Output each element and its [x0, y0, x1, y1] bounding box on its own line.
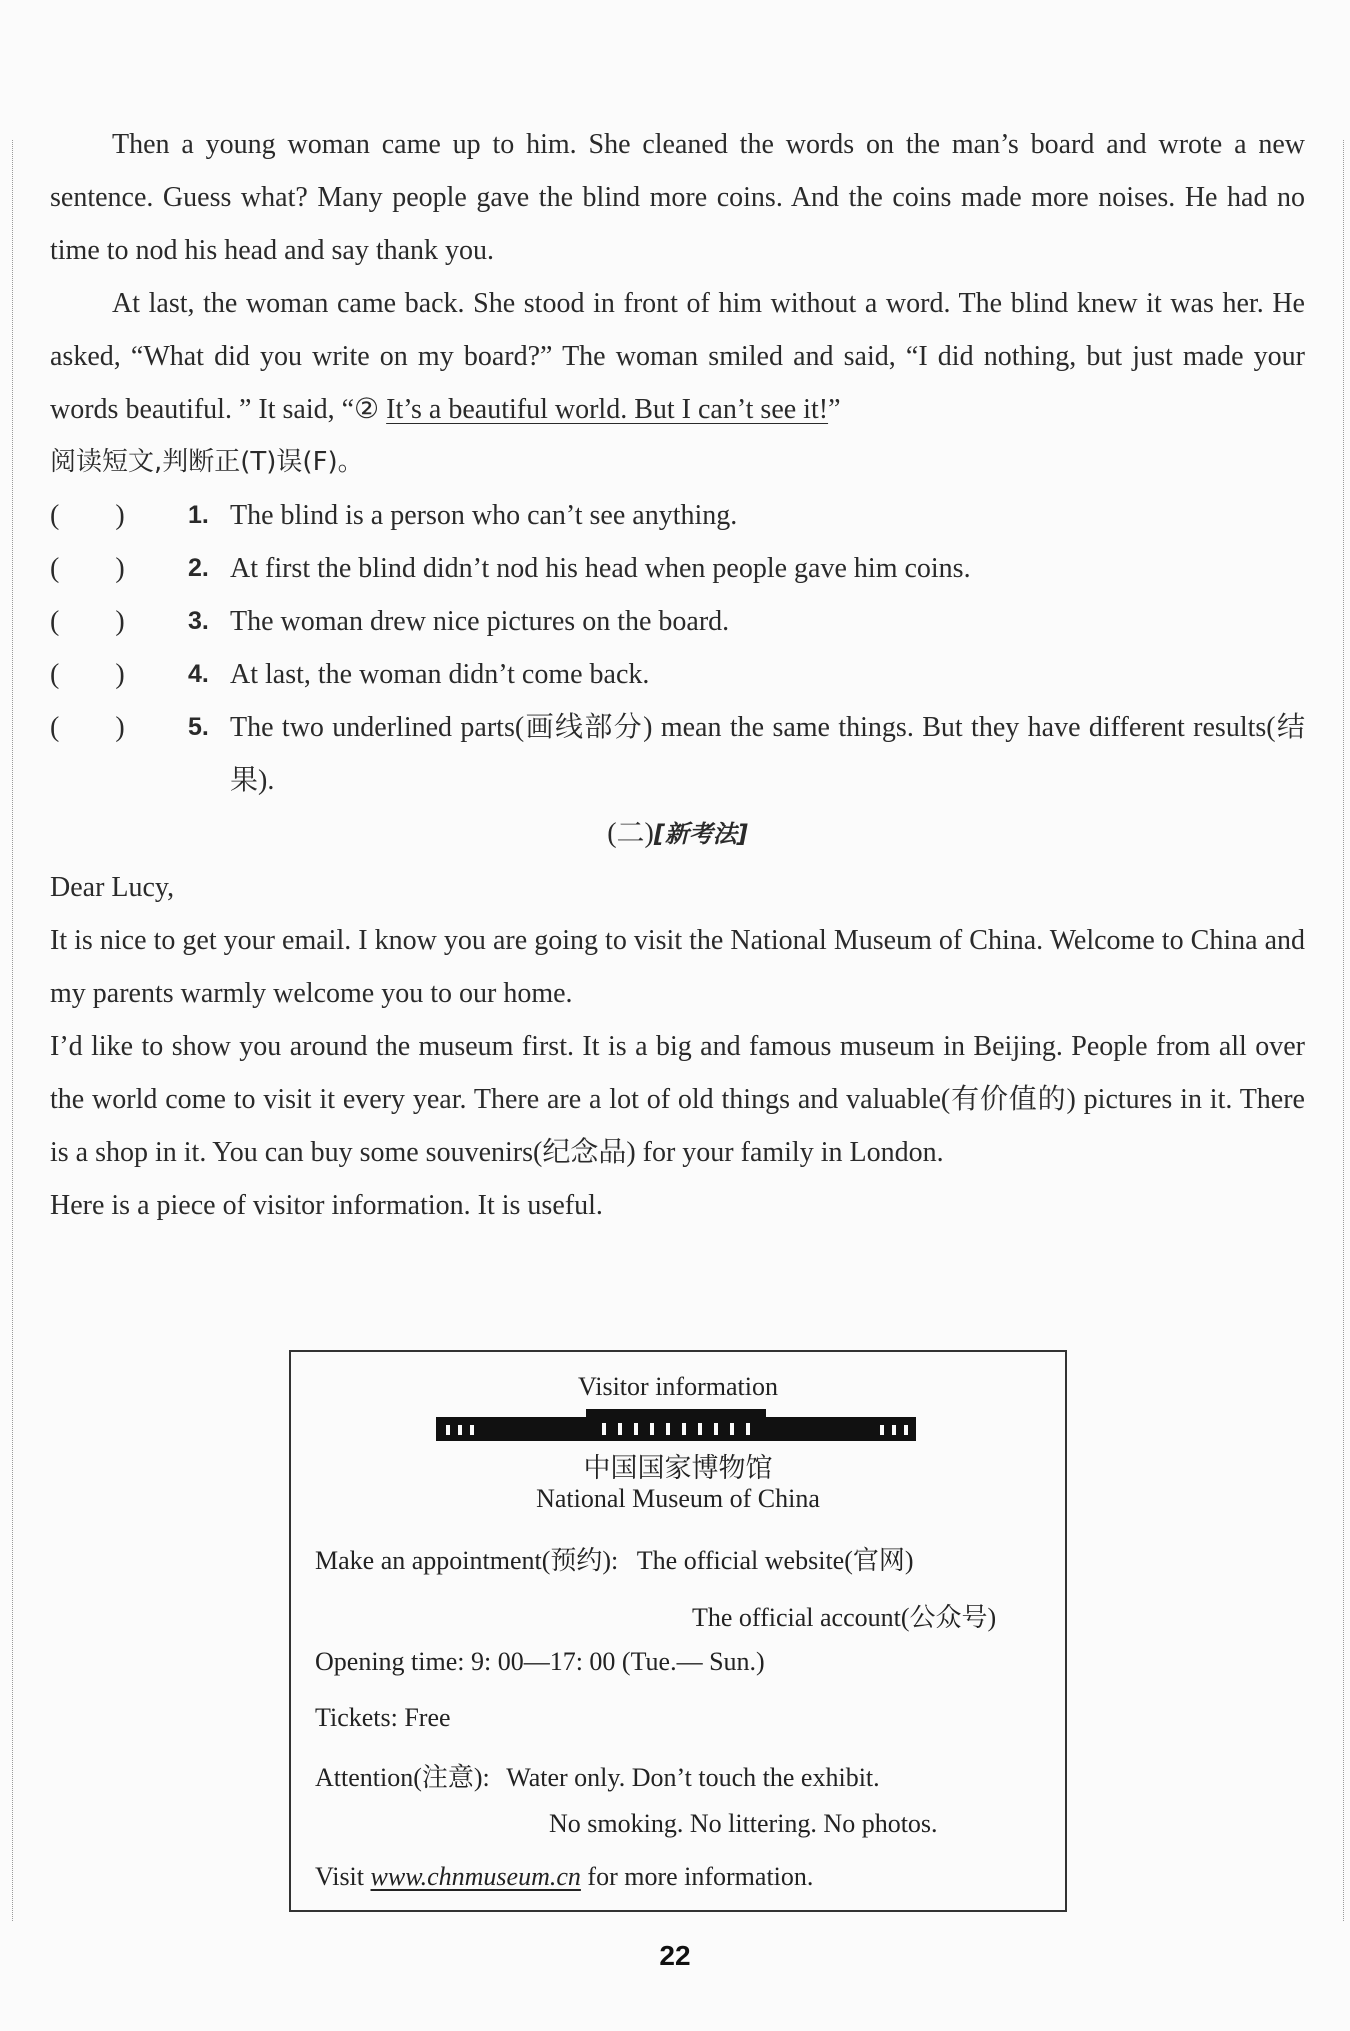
question-text: At first the blind didn’t nod his head when people gave him coins. [230, 553, 971, 584]
attention-label: Attention(注意): [315, 1763, 490, 1792]
attention-rule-2: No smoking. No littering. No photos. [549, 1809, 938, 1838]
appointment-label: Make an appointment(预约): [315, 1546, 619, 1575]
question-instructions: 阅读短文,判断正(T)误(F)。 [50, 447, 364, 477]
appointment-option-website: The official website(官网) [636, 1546, 914, 1575]
visitor-information-box [289, 1350, 1067, 1912]
answer-blank[interactable]: ( ) [50, 606, 125, 637]
section-heading [50, 807, 1305, 861]
answer-blank[interactable]: ( ) [50, 500, 125, 531]
question-text: At last, the woman didn’t come back. [230, 659, 650, 690]
question-item [50, 648, 1305, 701]
answer-blank[interactable]: ( ) [50, 553, 125, 584]
letter-paragraph-1: It is nice to get your email. I know you are going to visit the National Museum of China. Welcome to China and my parents warmly welcome you to our home. [50, 925, 1305, 1009]
underlined-sentence: It’s a beautiful world. But I can’t see it! [386, 394, 829, 425]
underline-marker: ② [354, 394, 380, 425]
museum-website-link[interactable]: www.chnmuseum.cn [370, 1862, 581, 1891]
left-margin-dotted-line [12, 140, 13, 1921]
section-number: (二) [607, 818, 654, 849]
question-number: 5. [188, 713, 209, 741]
question-item [50, 489, 1305, 542]
answer-blank[interactable]: ( ) [50, 712, 125, 743]
question-text: The woman drew nice pictures on the board. [230, 606, 730, 637]
appointment-row [315, 1540, 914, 1577]
question-item [50, 595, 1305, 648]
question-number: 2. [188, 554, 209, 582]
story-paragraph-2-lead: At last, the woman came back. She stood in front of him without a word. The blind knew it was her. He asked, “What did you write on my board?” The woman smiled and said, “I did nothing, but just made your words beautiful. ” It said, “ [50, 288, 1305, 425]
opening-time: Opening time: 9: 00—17: 00 (Tue.— Sun.) [315, 1647, 765, 1676]
museum-building-icon [436, 1409, 916, 1443]
question-text: The blind is a person who can’t see anything. [230, 500, 738, 531]
question-number: 1. [188, 501, 209, 529]
tickets-info: Tickets: Free [315, 1703, 451, 1732]
question-number: 3. [188, 607, 209, 635]
story-paragraph-1: Then a young woman came up to him. She cleaned the words on the man’s board and wrote a new sentence. Guess what? Many people gave the blind more coins. And the coins made more noises. He had no time to nod his head and say thank you. [50, 129, 1305, 266]
letter-paragraph-3: Here is a piece of visitor information. It is useful. [50, 1190, 603, 1221]
attention-row [315, 1757, 880, 1794]
story-paragraph-2 [50, 277, 1305, 436]
visit-suffix: for more information. [580, 1862, 814, 1891]
page-number: 22 [659, 1940, 691, 1971]
right-margin-dotted-line [1343, 140, 1344, 1921]
appointment-option-account: The official account(公众号) [692, 1603, 997, 1632]
story-paragraph-2-tail: ” [828, 394, 841, 425]
section-tag: [新考法] [653, 820, 748, 848]
page-content [50, 118, 1305, 1232]
visit-website-row [315, 1862, 813, 1892]
question-item [50, 542, 1305, 595]
letter-paragraph-2: I’d like to show you around the museum first. It is a big and famous museum in Beijing. People from all over the world come to visit it every year. There are a lot of old things and valuable(有价值的) pictures in it. There is a shop in it. You can buy some souvenirs(纪念品) for your family in London. [50, 1031, 1305, 1168]
museum-name-english: National Museum of China [536, 1484, 820, 1513]
museum-name-chinese: 中国国家博物馆 [583, 1453, 773, 1484]
visitor-info-title: Visitor information [578, 1372, 778, 1401]
visit-prefix: Visit [315, 1862, 371, 1891]
question-text: The two underlined parts(画线部分) mean the same things. But they have different results(结果). [230, 712, 1305, 796]
question-number: 4. [188, 660, 209, 688]
answer-blank[interactable]: ( ) [50, 659, 125, 690]
attention-rule-1: Water only. Don’t touch the exhibit. [506, 1763, 880, 1792]
letter-greeting: Dear Lucy, [50, 872, 175, 903]
question-item [50, 701, 1305, 807]
